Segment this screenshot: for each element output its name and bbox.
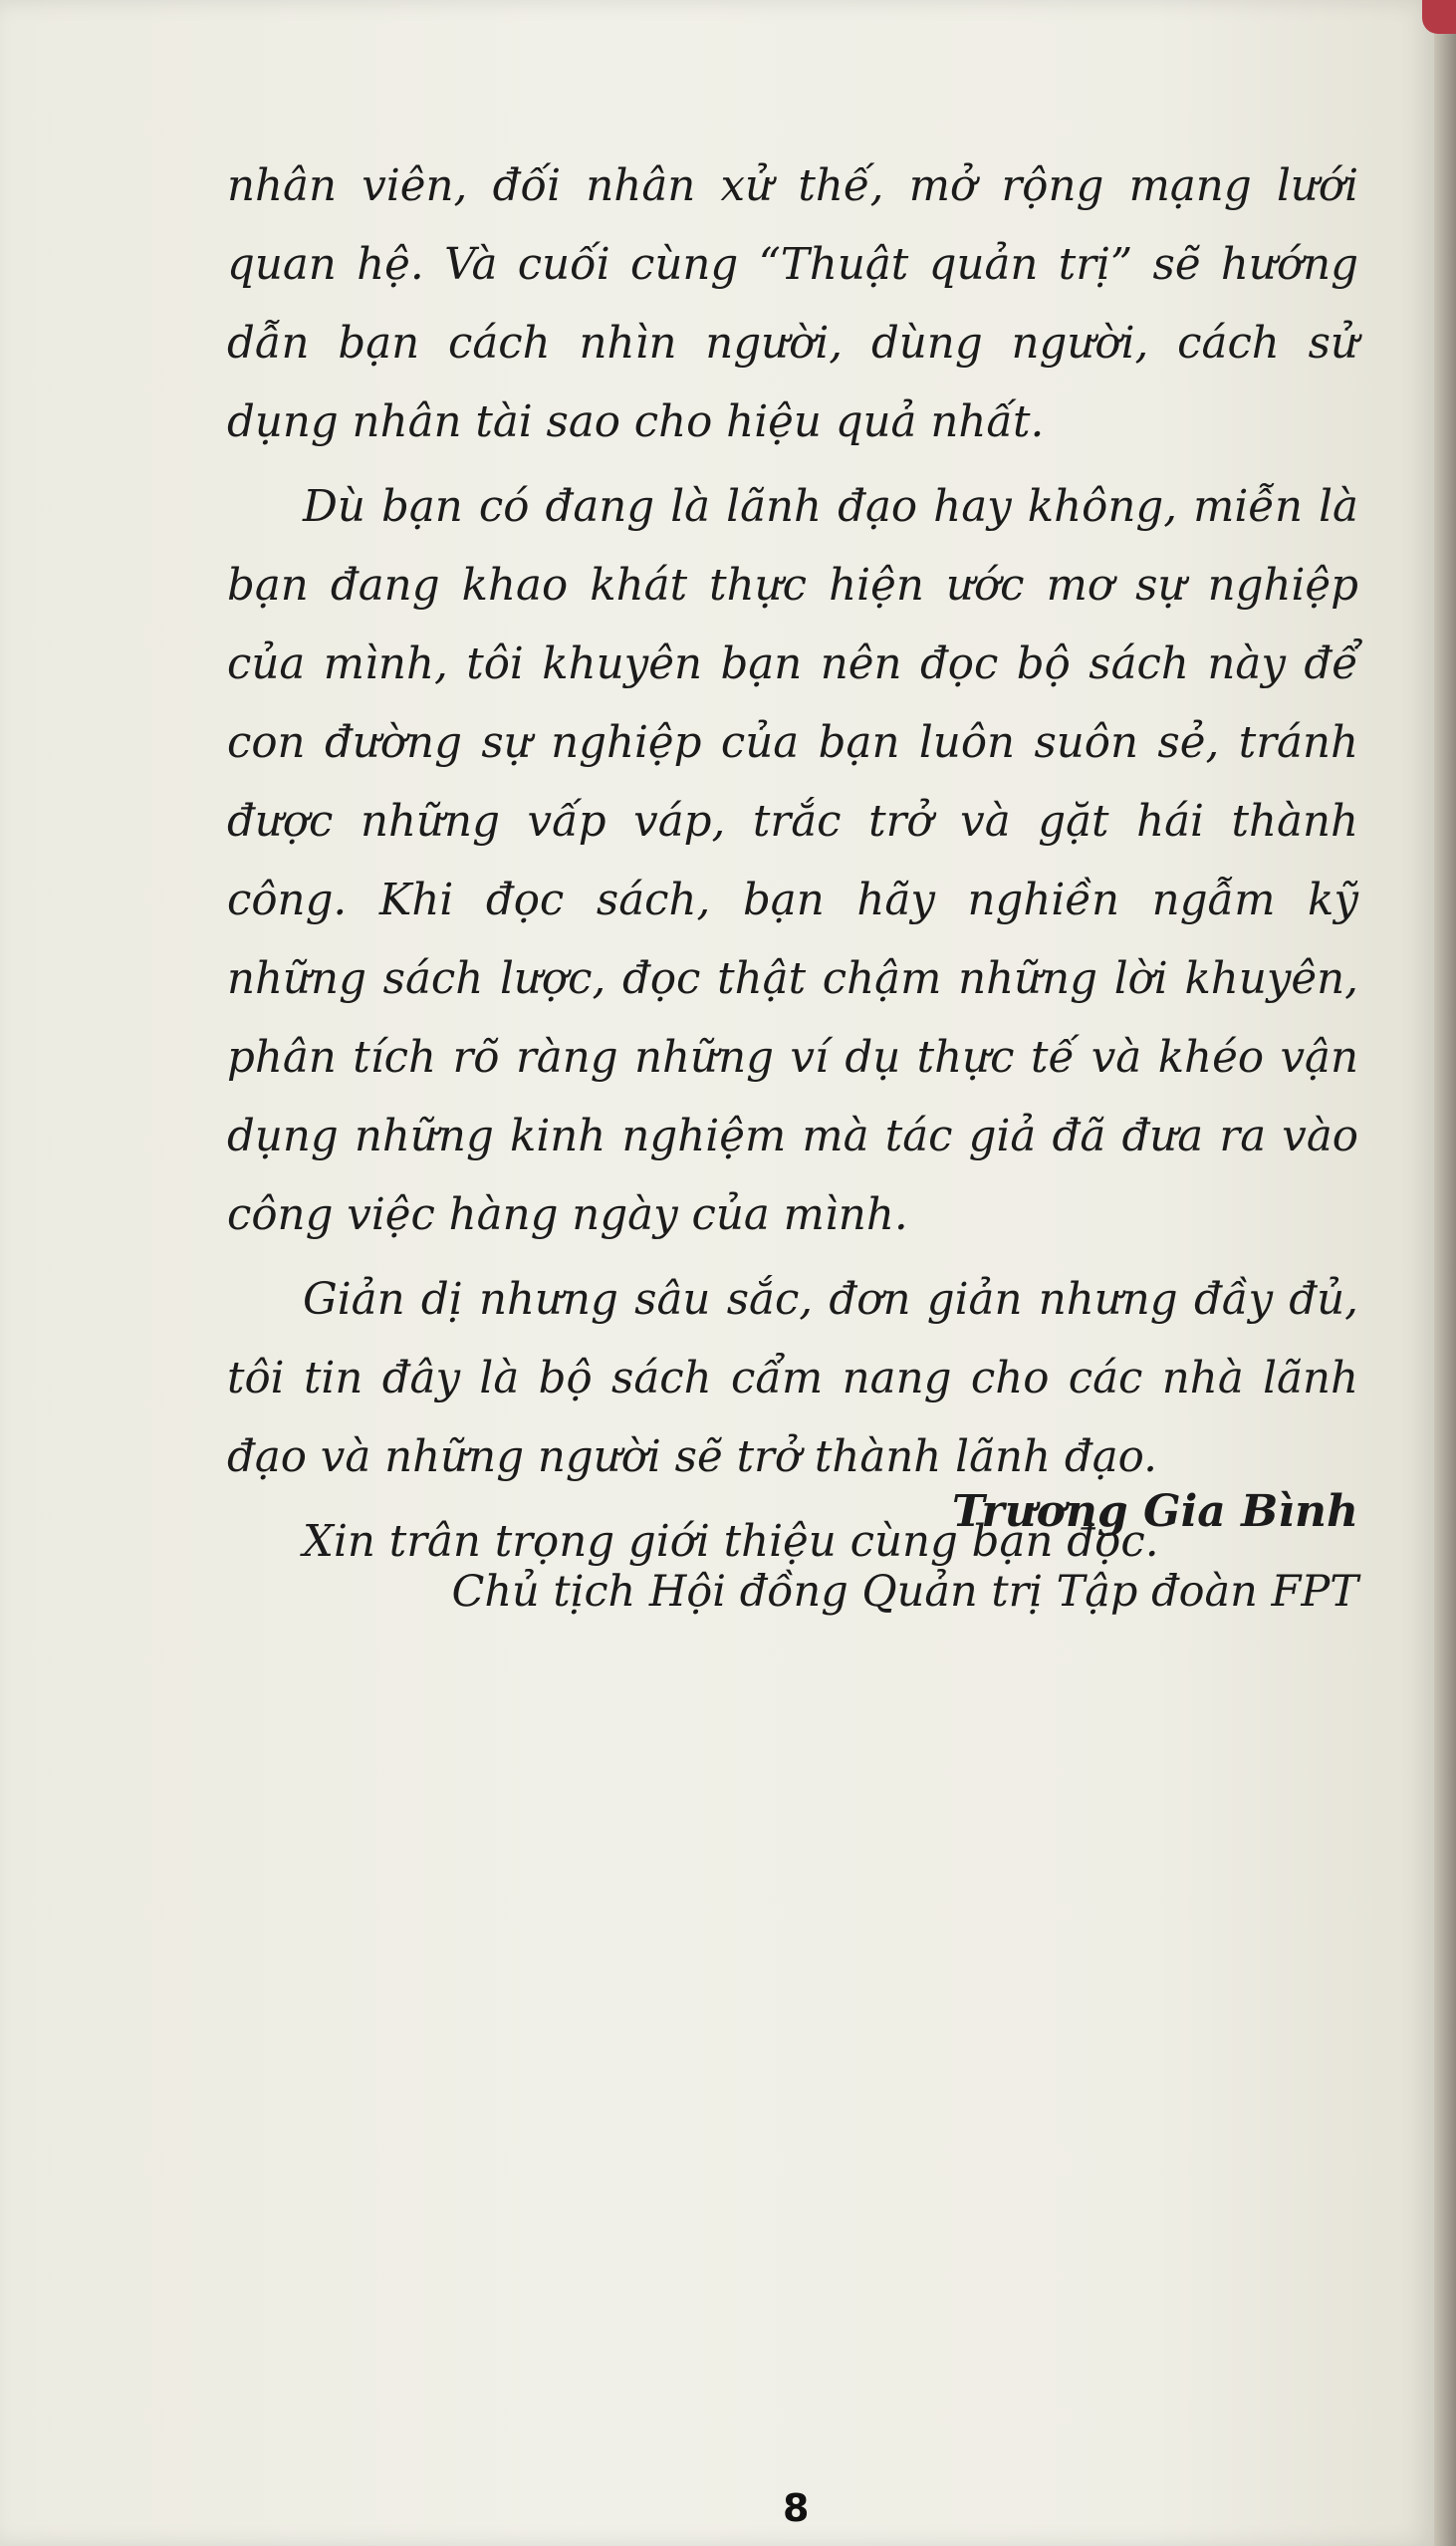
page-number: 8 bbox=[783, 2486, 810, 2530]
paragraph-4: Xin trân trọng giới thiệu cùng bạn đọc. bbox=[303, 1517, 1159, 1567]
paragraph-1: nhân viên, đối nhân xử thế, mở rộng mạng lưới quan hệ. Và cuối cùng “Thuật quản trị” sẽ hướng dẫn bạn cách nhìn người, dùng người, cách sử dụng nhân tài sao cho hiệu quả nhất. bbox=[227, 161, 1358, 447]
page-edge bbox=[1434, 0, 1456, 2546]
corner-mark bbox=[1422, 0, 1456, 34]
body-text bbox=[227, 147, 1358, 1588]
signature-block bbox=[451, 1472, 1358, 1632]
paragraph-2: Dù bạn có đang là lãnh đạo hay không, miễn là bạn đang khao khát thực hiện ước mơ sự nghiệp của mình, tôi khuyên bạn nên đọc bộ sách này để con đường sự nghiệp của bạn luôn suôn sẻ, tránh được những vấp váp, trắc trở và gặt hái thành công. Khi đọc sách, bạn hãy nghiền ngẫm kỹ những sách lược, đọc thật chậm những lời khuyên, phân tích rõ ràng những ví dụ thực tế và khéo vận dụng những kinh nghiệm mà tác giả đã đưa ra vào công việc hàng ngày của mình. bbox=[227, 482, 1358, 1240]
signature-name: Trương Gia Bình bbox=[951, 1486, 1358, 1537]
signature-title: Chủ tịch Hội đồng Quản trị Tập đoàn FPT bbox=[451, 1567, 1358, 1617]
paragraph-3: Giản dị nhưng sâu sắc, đơn giản nhưng đầy đủ, tôi tin đây là bộ sách cẩm nang cho các nhà lãnh đạo và những người sẽ trở thành lãnh đạo. bbox=[227, 1275, 1358, 1482]
